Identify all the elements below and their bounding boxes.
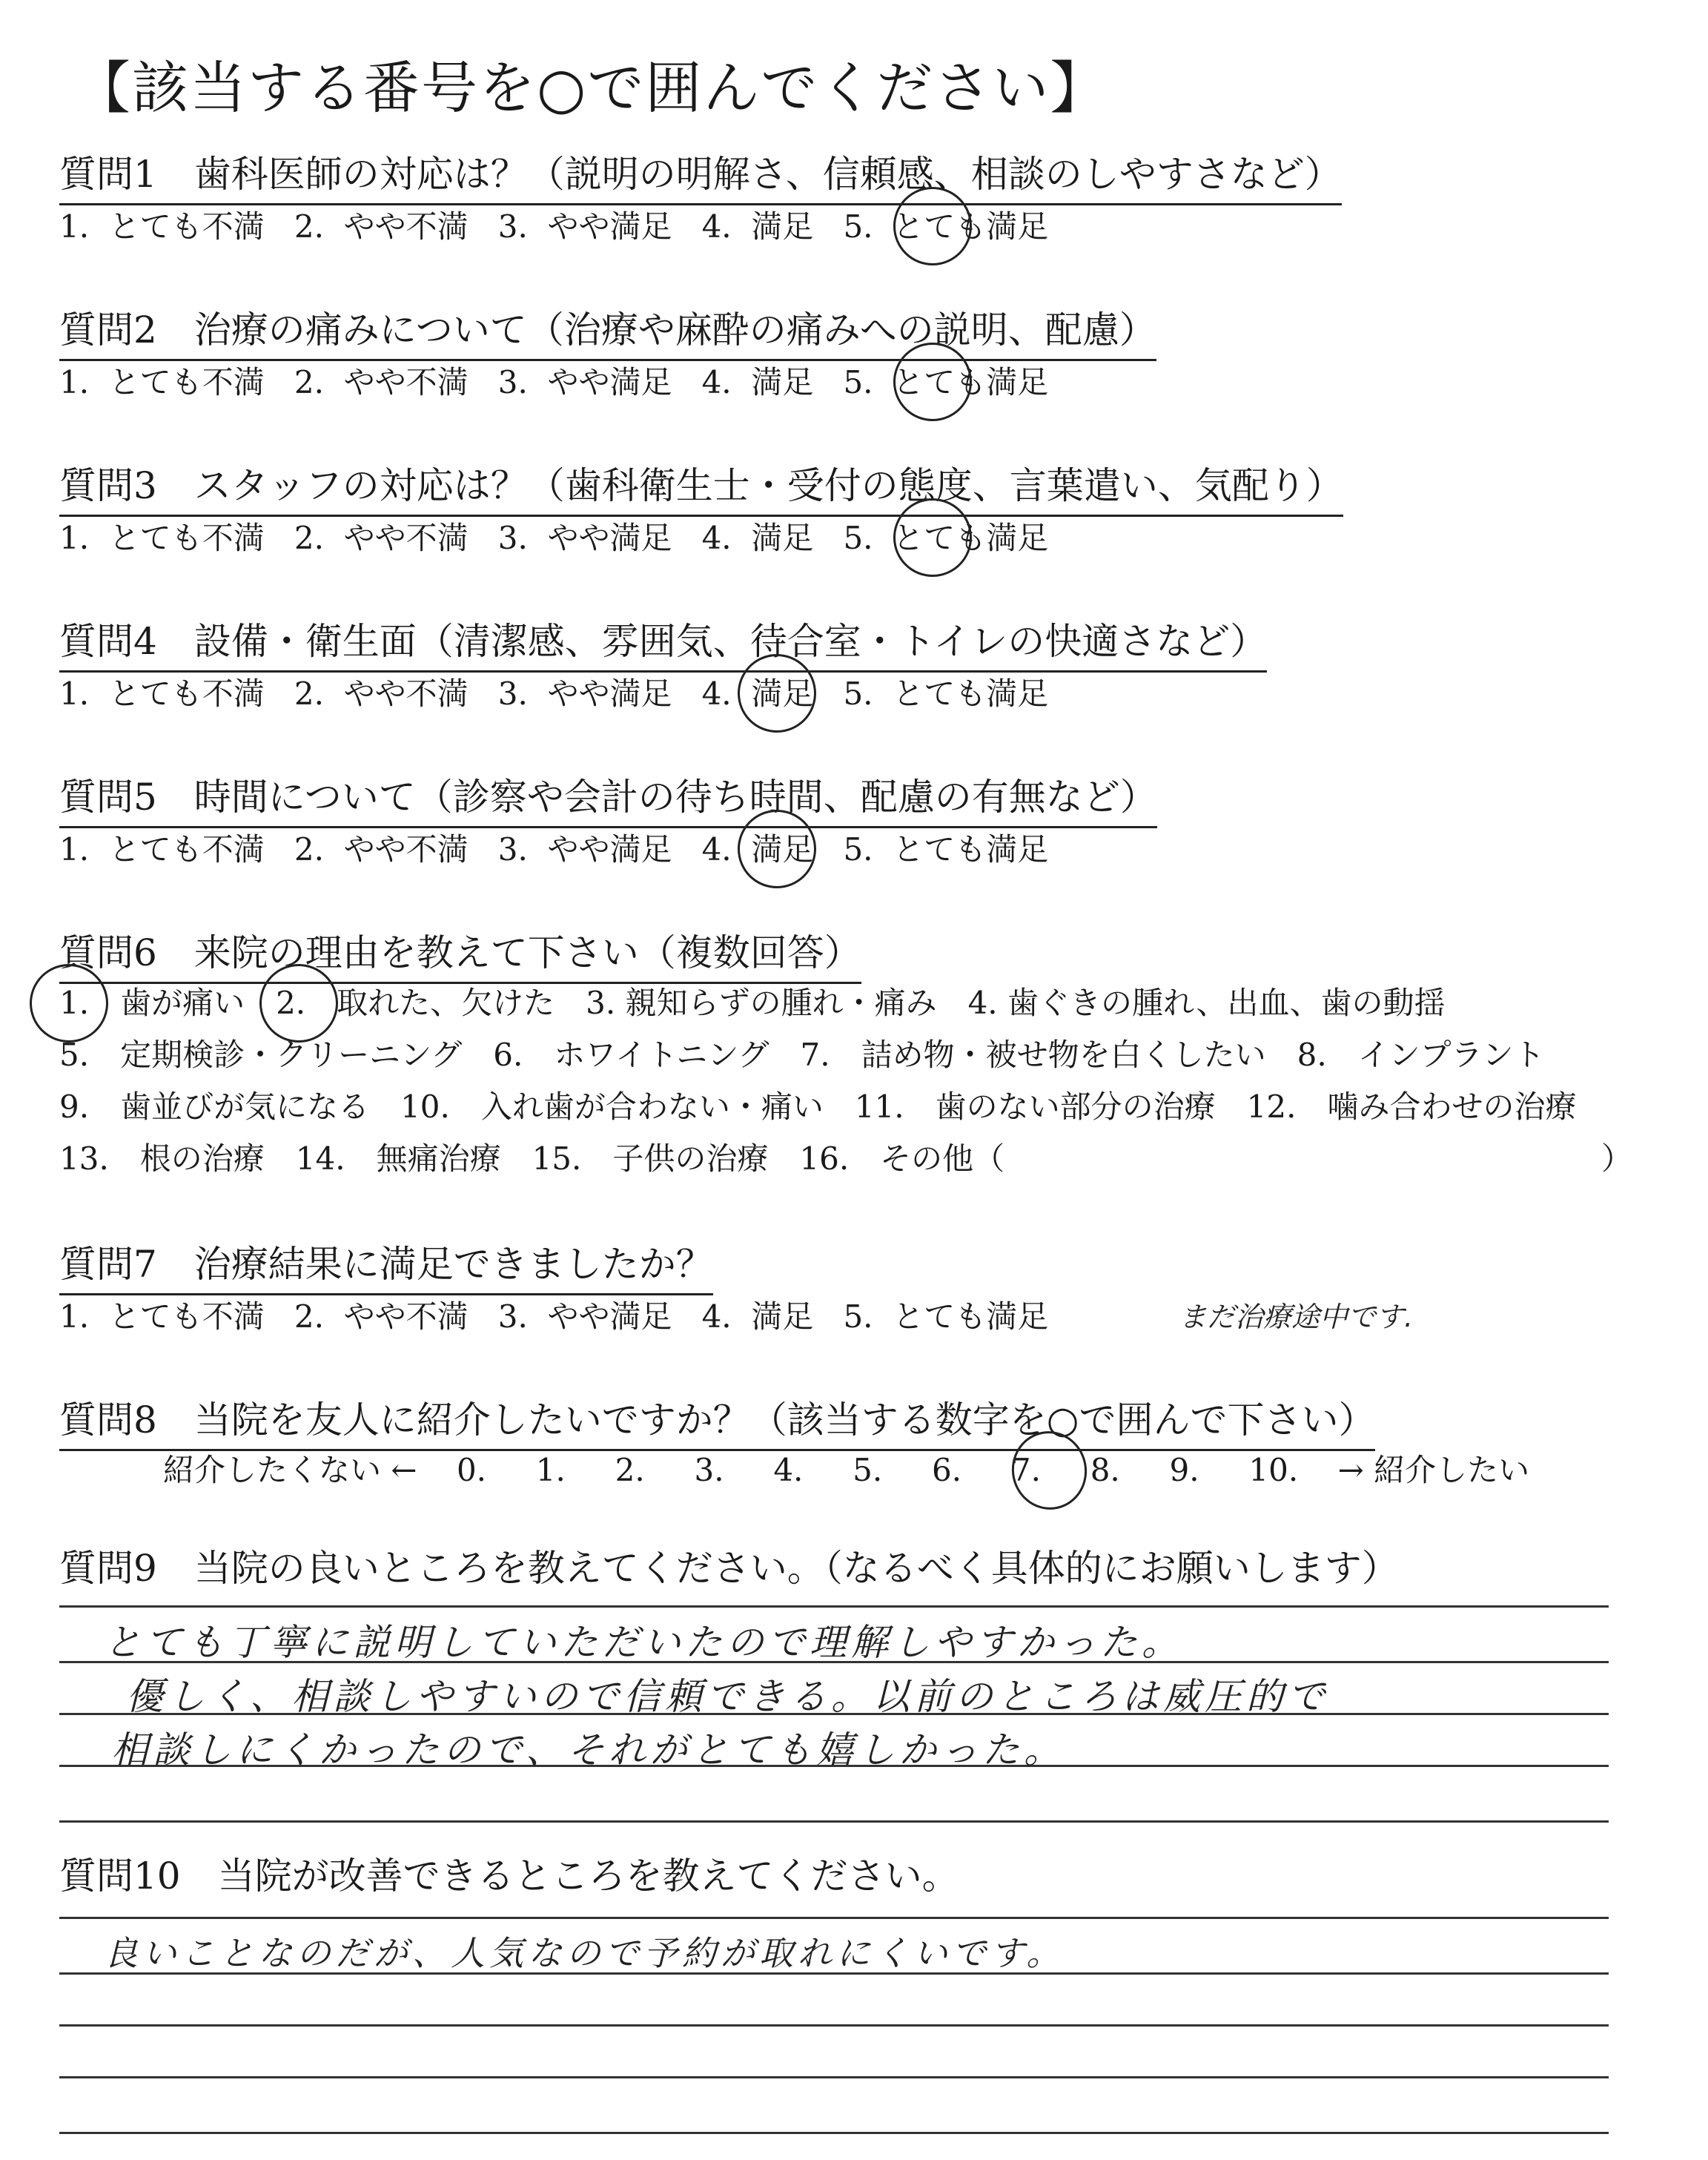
q4-opt1-label: とても不満 [108,676,265,712]
q3-title: 質問3 スタッフの対応は？（歯科衛生士・受付の態度、言葉遣い、気配り） [59,460,1343,517]
q9-answer-line-1: とても丁寧に説明していただいたので理解しやすかった。 [104,1621,1183,1664]
q2-title: 質問2 治療の痛みについて（治療や麻酔の痛みへの説明、配慮） [59,304,1156,361]
q7-opt1-num[interactable]: 1. [59,1298,90,1335]
q10-answer-rule-4 [59,2076,1609,2078]
q3-opt5-label: とても満足 [893,520,1049,556]
q4-opt3-num[interactable]: 3. [497,676,528,712]
q1-opt4-num[interactable]: 4. [701,208,732,245]
q8-right-label: → 紹介したい [1337,1452,1530,1488]
q8-title: 質問8 当院を友人に紹介したいですか？（該当する数字を○で囲んで下さい） [59,1394,1375,1451]
q2-opt5-num[interactable]: 5. [843,364,873,400]
q5-opt1-num[interactable]: 1. [59,831,90,868]
q5-opt2-label: やや不満 [343,831,469,868]
q7-opt1-label: とても不満 [108,1298,265,1335]
q8-opt-6[interactable]: 6. [932,1452,962,1488]
q1-opt3-num[interactable]: 3. [497,208,528,245]
q1-title: 質問1 歯科医師の対応は？（説明の明解さ、信頼感、相談のしやすさなど） [59,148,1342,205]
q3-opt2-num[interactable]: 2. [294,520,324,556]
q2-opt4-label: 満足 [751,364,814,400]
q4-title: 質問4 設備・衛生面（清潔感、雰囲気、待合室・トイレの快適さなど） [59,615,1267,673]
q8-opt-8[interactable]: 8. [1090,1452,1120,1488]
q4-opt1-num[interactable]: 1. [59,676,90,712]
q1-opt2-num[interactable]: 2. [294,208,324,245]
q5-opt5-label: とても満足 [893,831,1049,868]
q2-opt4-num[interactable]: 4. [701,364,732,400]
q1-opt5-label: とても満足 [893,208,1049,245]
q1-opt5-num[interactable]: 5. [843,208,873,245]
q10-answer-rule-3 [59,2024,1609,2027]
q7-handwritten-note: まだ治療途中です. [1179,1301,1414,1333]
q6-title: 質問6 来院の理由を教えて下さい（複数回答） [59,927,861,984]
q10-title: 質問10 当院が改善できるところを教えてください。 [59,1855,959,1898]
q3-opt5-num[interactable]: 5. [843,520,873,556]
q8-opt-3[interactable]: 3. [694,1452,724,1488]
q3-opt4-label: 満足 [751,520,814,556]
q1-opt1-num[interactable]: 1. [59,208,90,245]
page-heading: 【該当する番号を○で囲んでください】 [74,55,1108,121]
q5-opt3-label: やや満足 [547,831,672,868]
q7-opt4-num[interactable]: 4. [701,1298,732,1335]
q1-opt4-label: 満足 [751,208,814,245]
q6-line1[interactable]: 1. 歯が痛い 2. 取れた、欠けた 3. 親知らずの腫れ・痛み 4. 歯ぐきの腫れ、出血、歯の動揺 [59,985,1446,1021]
q5-opt3-num[interactable]: 3. [497,831,528,868]
q7-opt2-label: やや不満 [343,1298,469,1335]
q9-answer-rule-5 [59,1820,1609,1823]
q4-opt2-num[interactable]: 2. [294,676,324,712]
q7-opt2-num[interactable]: 2. [294,1298,324,1335]
q8-opt-0[interactable]: 0. [456,1452,487,1488]
q6-line2[interactable]: 5. 定期検診・クリーニング 6. ホワイトニング 7. 詰め物・被せ物を白くしたい 8. インプラント [59,1037,1545,1073]
q3-opt4-num[interactable]: 4. [701,520,732,556]
q6-line3[interactable]: 9. 歯並びが気になる 10. 入れ歯が合わない・痛い 11. 歯のない部分の治療 12. 噛み合わせの治療 [59,1089,1577,1125]
q7-opt3-num[interactable]: 3. [497,1298,528,1335]
q8-opt-7[interactable]: 7. [1010,1452,1041,1488]
q7-opt5-label: とても満足 [893,1298,1049,1335]
q8-opt-1[interactable]: 1. [535,1452,566,1488]
q4-options [59,673,1048,715]
q8-opt-2[interactable]: 2. [615,1452,645,1488]
q6-other-close: ） [1601,1140,1633,1177]
q3-opt3-num[interactable]: 3. [497,520,528,556]
q10-answer-rule-5 [59,2132,1609,2134]
q2-opt2-label: やや不満 [343,364,469,400]
q5-opt1-label: とても不満 [108,831,265,868]
q3-opt3-label: やや満足 [547,520,672,556]
q5-options [59,829,1048,871]
q8-opt-10[interactable]: 10. [1248,1452,1299,1488]
q5-title: 質問5 時間について（診察や会計の待ち時間、配慮の有無など） [59,771,1157,828]
q9-answer-line-3: 相談しにくかったので、それがとても嬉しかった。 [111,1728,1065,1771]
q2-opt1-label: とても不満 [108,364,265,400]
q10-answer-line-1: 良いことなのだが、人気なので予約が取れにくいです。 [104,1933,1065,1973]
q1-opt3-label: やや満足 [547,208,672,245]
q7-opt4-label: 満足 [751,1298,814,1335]
q8-opt-9[interactable]: 9. [1169,1452,1199,1488]
q2-opt3-label: やや満足 [547,364,672,400]
q5-opt4-num[interactable]: 4. [701,831,732,868]
q4-opt4-num[interactable]: 4. [701,676,732,712]
q7-opt3-label: やや満足 [547,1298,672,1335]
q8-scale [163,1450,1529,1491]
q5-opt2-num[interactable]: 2. [294,831,324,868]
q2-opt1-num[interactable]: 1. [59,364,90,400]
q9-title: 質問9 当院の良いところを教えてください。（なるべく具体的にお願いします） [59,1547,1399,1590]
q4-opt5-label: とても満足 [893,676,1049,712]
q3-opt1-num[interactable]: 1. [59,520,90,556]
q3-opt1-label: とても不満 [108,520,265,556]
q8-left-label: 紹介したくない ← [163,1452,417,1488]
q4-opt2-label: やや不満 [343,676,469,712]
q1-opt1-label: とても不満 [108,208,265,245]
q4-opt4-label: 満足 [751,676,814,712]
q5-opt5-num[interactable]: 5. [843,831,873,868]
q1-opt2-label: やや不満 [343,208,469,245]
q2-opt2-num[interactable]: 2. [294,364,324,400]
q9-answer-line-2: 優しく、相談しやすいので信頼できる。以前のところは威圧的で [126,1675,1329,1718]
q10-answer-rule-1 [59,1917,1609,1919]
q7-options [59,1296,1048,1338]
q7-title: 質問7 治療結果に満足できましたか？ [59,1238,713,1295]
q9-answer-rule-1 [59,1605,1609,1608]
q8-opt-5[interactable]: 5. [853,1452,883,1488]
q3-opt2-label: やや不満 [343,520,469,556]
q2-opt3-num[interactable]: 3. [497,364,528,400]
q4-opt3-label: やや満足 [547,676,672,712]
q6-line4[interactable]: 13. 根の治療 14. 無痛治療 15. 子供の治療 16. その他（ [59,1140,1005,1177]
q8-opt-4[interactable]: 4. [773,1452,804,1488]
q2-opt5-label: とても満足 [893,364,1049,400]
q4-opt5-num[interactable]: 5. [843,676,873,712]
q7-opt5-num[interactable]: 5. [843,1298,873,1335]
q5-opt4-label: 満足 [751,831,814,868]
